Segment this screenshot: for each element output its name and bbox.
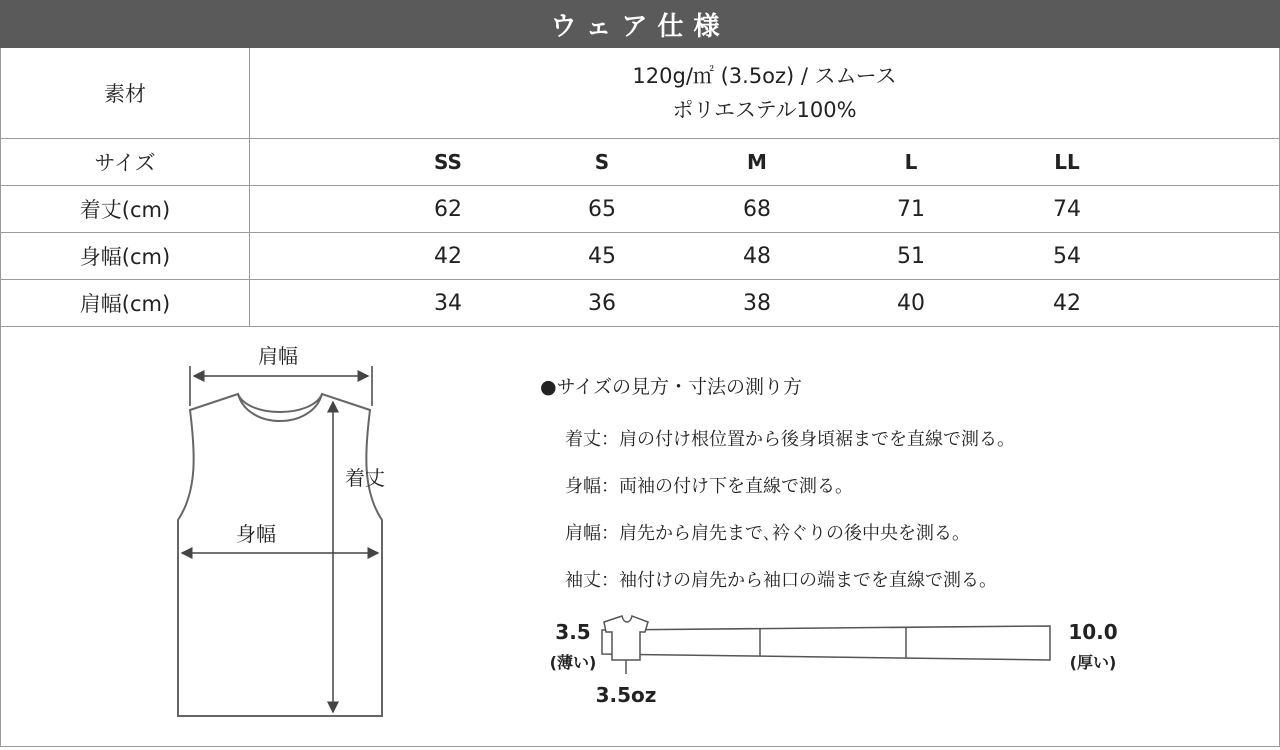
thickness-scale (602, 616, 1050, 674)
material-line-2: ポリエステル100% (672, 98, 857, 122)
guide-item: 肩幅：肩先から肩先まで､衿ぐりの後中央を測る。 (565, 523, 970, 544)
row-label: 着丈(cm) (1, 186, 250, 232)
table-cell: 74 (1053, 196, 1081, 222)
body-width-label: 身幅 (236, 522, 276, 546)
row-label: 肩幅(cm) (1, 280, 250, 326)
material-label: 素材 (1, 48, 250, 138)
table-cell: 48 (743, 243, 771, 269)
table-cell: 65 (588, 196, 616, 222)
table-cell: 40 (897, 290, 925, 316)
table-cell: 45 (588, 243, 616, 269)
material-line-1: 120g/㎡ (3.5oz) / スムース (632, 64, 897, 88)
table-cell: 36 (588, 290, 616, 316)
shoulder-width-label: 肩幅 (258, 344, 298, 368)
table-cell: 42 (434, 243, 462, 269)
scale-max-value: 10.0 (1068, 620, 1118, 644)
row-label: 身幅(cm) (1, 233, 250, 279)
guide-item: 着丈：肩の付け根位置から後身頃裾までを直線で測る。 (565, 429, 1015, 450)
tank-top-outline (178, 394, 382, 716)
scale-min-value: 3.5 (555, 620, 591, 644)
table-cell: 42 (1053, 290, 1081, 316)
guide-item: 袖丈：袖付けの肩先から袖口の端までを直線で測る。 (565, 570, 997, 591)
scale-max-note: (厚い) (1069, 653, 1117, 672)
size-l: L (904, 150, 918, 174)
size-s: S (594, 150, 610, 174)
scale-min-note: (薄い) (549, 653, 597, 672)
table-cell: 68 (743, 196, 771, 222)
page-title: ウェア仕様 (0, 0, 1280, 48)
guide-item: 身幅：両袖の付け下を直線で測る。 (565, 476, 853, 497)
size-ss: SS (434, 150, 462, 174)
size-ll: LL (1054, 150, 1080, 174)
table-cell: 34 (434, 290, 462, 316)
current-weight: 3.5oz (595, 683, 657, 707)
length-label: 着丈 (345, 466, 385, 490)
table-cell: 54 (1053, 243, 1081, 269)
guide-title: ●サイズの見方・寸法の測り方 (540, 376, 803, 398)
size-label: サイズ (1, 139, 250, 185)
table-cell: 38 (743, 290, 771, 316)
table-cell: 62 (434, 196, 462, 222)
size-m: M (747, 150, 767, 174)
table-cell: 71 (897, 196, 925, 222)
table-cell: 51 (897, 243, 925, 269)
